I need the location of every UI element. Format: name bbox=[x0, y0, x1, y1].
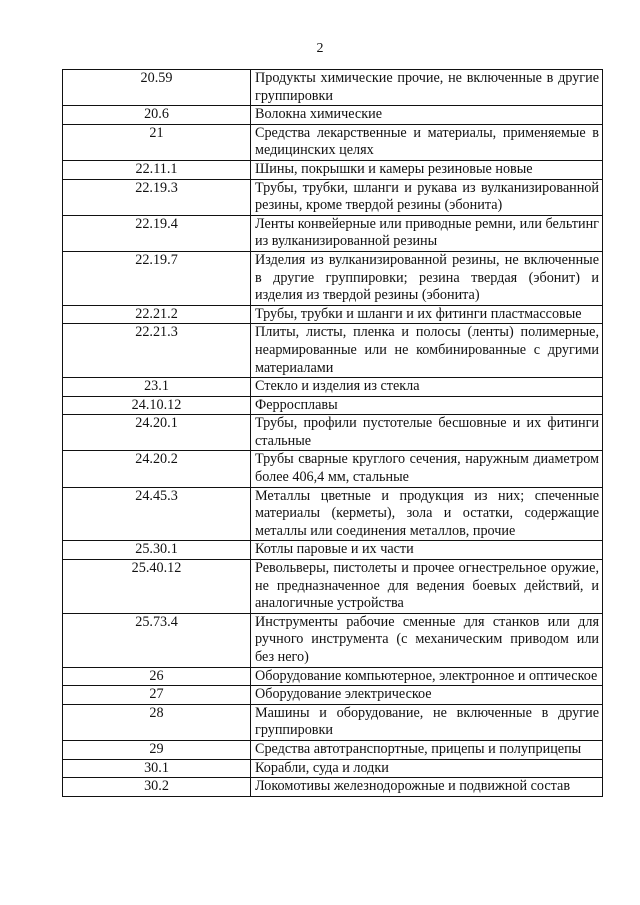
description-cell: Продукты химические прочие, не включенные в другие группировки bbox=[251, 70, 603, 106]
table-row bbox=[63, 778, 603, 797]
description-cell: Машины и оборудование, не включенные в другие группировки bbox=[251, 704, 603, 740]
code-cell: 25.30.1 bbox=[63, 541, 251, 560]
table-row bbox=[63, 378, 603, 397]
table-row bbox=[63, 324, 603, 378]
table-row bbox=[63, 541, 603, 560]
table-row bbox=[63, 179, 603, 215]
description-cell: Инструменты рабочие сменные для станков или для ручного инструмента (с механическим приводом или без него) bbox=[251, 613, 603, 667]
description-cell: Ферросплавы bbox=[251, 396, 603, 415]
table-row bbox=[63, 613, 603, 667]
table-row bbox=[63, 686, 603, 705]
code-cell: 28 bbox=[63, 704, 251, 740]
table-row bbox=[63, 215, 603, 251]
code-cell: 24.20.2 bbox=[63, 451, 251, 487]
description-cell: Оборудование электрическое bbox=[251, 686, 603, 705]
code-cell: 21 bbox=[63, 124, 251, 160]
description-cell: Трубы, профили пустотелые бесшовные и их фитинги стальные bbox=[251, 415, 603, 451]
description-cell: Изделия из вулканизированной резины, не включенные в другие группировки; резина твердая (эбонит) и изделия из твердой резины (эбонита) bbox=[251, 251, 603, 305]
description-cell: Корабли, суда и лодки bbox=[251, 759, 603, 778]
code-cell: 29 bbox=[63, 740, 251, 759]
code-cell: 20.59 bbox=[63, 70, 251, 106]
code-cell: 22.11.1 bbox=[63, 160, 251, 179]
code-cell: 30.1 bbox=[63, 759, 251, 778]
code-cell: 25.40.12 bbox=[63, 560, 251, 614]
code-cell: 24.45.3 bbox=[63, 487, 251, 541]
code-cell: 22.19.7 bbox=[63, 251, 251, 305]
description-cell: Оборудование компьютерное, электронное и оптическое bbox=[251, 667, 603, 686]
code-cell: 22.19.4 bbox=[63, 215, 251, 251]
code-cell: 22.19.3 bbox=[63, 179, 251, 215]
code-cell: 27 bbox=[63, 686, 251, 705]
description-cell: Револьверы, пистолеты и прочее огнестрельное оружие, не предназначенное для ведения боевых действий, и аналогичные устройства bbox=[251, 560, 603, 614]
table-row bbox=[63, 160, 603, 179]
table-row bbox=[63, 305, 603, 324]
table-row bbox=[63, 70, 603, 106]
table-row bbox=[63, 451, 603, 487]
table-row bbox=[63, 740, 603, 759]
description-cell: Трубы сварные круглого сечения, наружным диаметром более 406,4 мм, стальные bbox=[251, 451, 603, 487]
description-cell: Ленты конвейерные или приводные ремни, или бельтинг из вулканизированной резины bbox=[251, 215, 603, 251]
description-cell: Трубы, трубки, шланги и рукава из вулканизированной резины, кроме твердой резины (эбонита) bbox=[251, 179, 603, 215]
code-cell: 22.21.2 bbox=[63, 305, 251, 324]
page-number: 2 bbox=[316, 41, 324, 56]
description-cell: Трубы, трубки и шланги и их фитинги пластмассовые bbox=[251, 305, 603, 324]
classification-table bbox=[62, 69, 603, 797]
table-row bbox=[63, 124, 603, 160]
code-cell: 24.10.12 bbox=[63, 396, 251, 415]
code-cell: 22.21.3 bbox=[63, 324, 251, 378]
table-row bbox=[63, 251, 603, 305]
table-row bbox=[63, 415, 603, 451]
description-cell: Шины, покрышки и камеры резиновые новые bbox=[251, 160, 603, 179]
table-row bbox=[63, 487, 603, 541]
description-cell: Плиты, листы, пленка и полосы (ленты) полимерные, неармированные или не комбинированные с другими материалами bbox=[251, 324, 603, 378]
code-cell: 25.73.4 bbox=[63, 613, 251, 667]
description-cell: Локомотивы железнодорожные и подвижной состав bbox=[251, 778, 603, 797]
description-cell: Котлы паровые и их части bbox=[251, 541, 603, 560]
code-cell: 26 bbox=[63, 667, 251, 686]
table-row bbox=[63, 667, 603, 686]
table-row bbox=[63, 560, 603, 614]
code-cell: 20.6 bbox=[63, 106, 251, 125]
table-row bbox=[63, 396, 603, 415]
table-row bbox=[63, 106, 603, 125]
description-cell: Средства лекарственные и материалы, применяемые в медицинских целях bbox=[251, 124, 603, 160]
description-cell: Волокна химические bbox=[251, 106, 603, 125]
code-cell: 23.1 bbox=[63, 378, 251, 397]
description-cell: Средства автотранспортные, прицепы и полуприцепы bbox=[251, 740, 603, 759]
description-cell: Металлы цветные и продукция из них; спеченные материалы (керметы), зола и остатки, содержащие металлы или соединения металлов, прочие bbox=[251, 487, 603, 541]
table-row bbox=[63, 704, 603, 740]
description-cell: Стекло и изделия из стекла bbox=[251, 378, 603, 397]
table-row bbox=[63, 759, 603, 778]
code-cell: 30.2 bbox=[63, 778, 251, 797]
code-cell: 24.20.1 bbox=[63, 415, 251, 451]
